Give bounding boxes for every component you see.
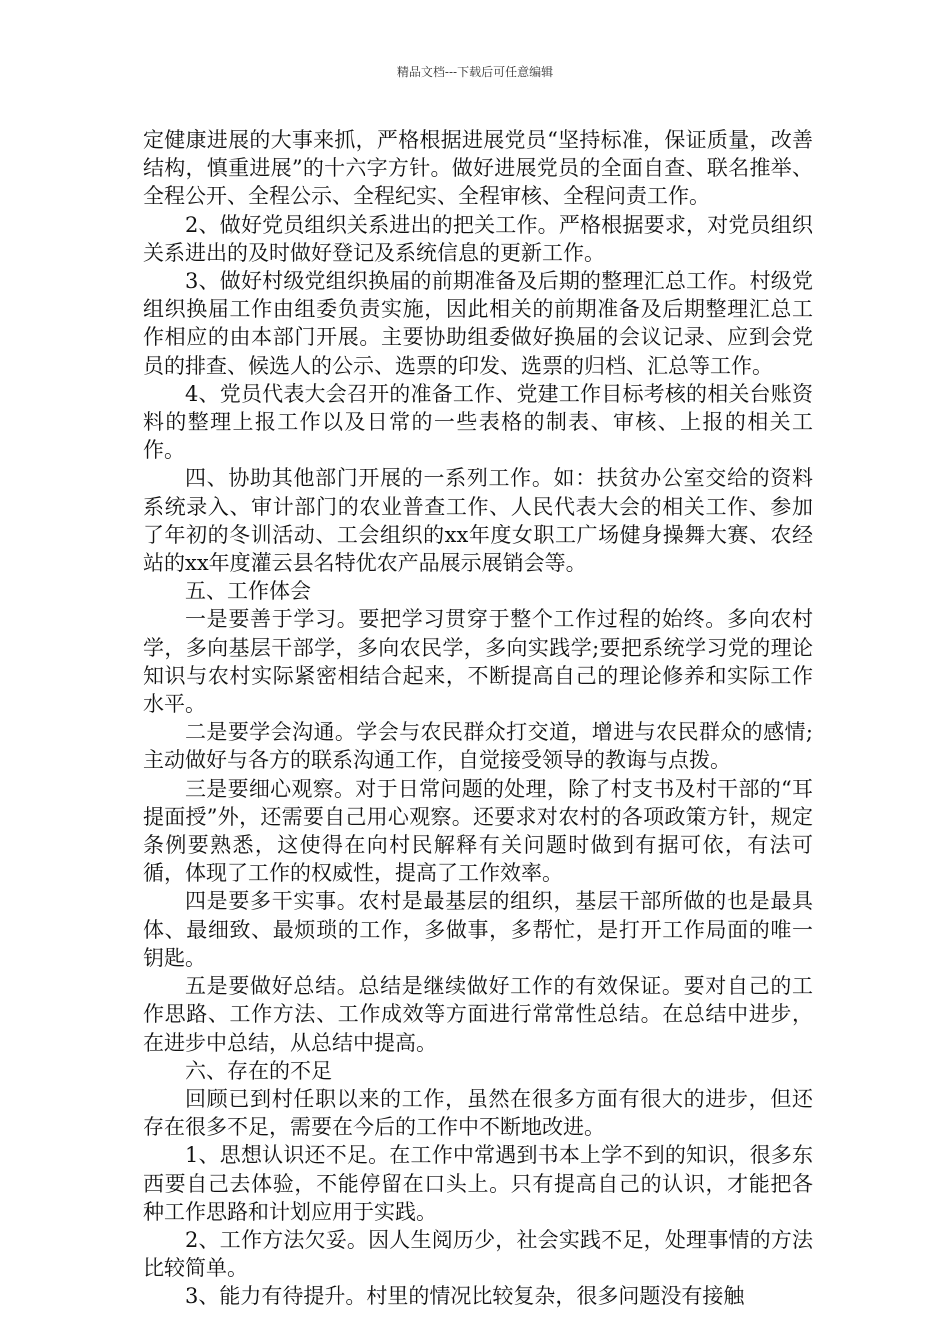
paragraph: 4、党员代表大会召开的准备工作、党建工作目标考核的相关台账资料的整理上报工作以及日常的一些表格的制表、审核、上报的相关工作。 (143, 381, 813, 463)
paragraph: 1、思想认识还不足。在工作中常遇到书本上学不到的知识，很多东西要自己去体验，不能停留在口头上。只有提高自己的认识，才能把各种工作思路和计划应用于实践。 (143, 1143, 813, 1224)
paragraph: 3、做好村级党组织换届的前期准备及后期的整理汇总工作。村级党组织换届工作由组委负责实施，因此相关的前期准备及后期整理汇总工作相应的由本部门开展。主要协助组委做好换届的会议记录、应到会党员的排查、候选人的公示、选票的印发、选票的归档、汇总等工作。 (143, 269, 813, 378)
paragraph: 回顾已到村任职以来的工作，虽然在很多方面有很大的进步，但还存在很多不足，需要在今后的工作中不断地改进。 (143, 1086, 813, 1140)
paragraph: 3、能力有待提升。村里的情况比较复杂，很多问题没有接触 (185, 1284, 745, 1309)
paragraph: 定健康进展的大事来抓，严格根据进展党员“坚持标准，保证质量，改善结构，慎重进展”的十六字方针。做好进展党员的全面自查、联名推举、全程公开、全程公示、全程纪实、全程审核、全程问责工作。 (143, 128, 813, 209)
document-body (143, 126, 813, 1311)
paragraph: 二是要学会沟通。学会与农民群众打交道，增进与农民群众的感情;主动做好与各方的联系沟通工作，自觉接受领导的教诲与点拨。 (143, 720, 813, 773)
paragraph: 2、工作方法欠妥。因人生阅历少，社会实践不足，处理事情的方法比较简单。 (143, 1227, 813, 1281)
paragraph: 五是要做好总结。总结是继续做好工作的有效保证。要对自己的工作思路、工作方法、工作成效等方面进行常常性总结。在总结中进步，在进步中总结，从总结中提高。 (143, 974, 813, 1055)
page-header: 精品文档---下载后可任意编辑 (396, 65, 554, 79)
paragraph: 四是要多干实事。农村是最基层的组织，基层干部所做的也是最具体、最细致、最烦琐的工作，多做事，多帮忙，是打开工作局面的唯一钥匙。 (143, 889, 813, 970)
section-heading: 五、工作体会 (185, 579, 311, 604)
paragraph: 2、做好党员组织关系进出的把关工作。严格根据要求，对党员组织关系进出的及时做好登记及系统信息的更新工作。 (143, 212, 813, 265)
paragraph: 三是要细心观察。对于日常问题的处理，除了村支书及村干部的“耳提面授”外，还需要自己用心观察。还要求对农村的各项政策方针，规定条例要熟悉，这使得在向村民解释有关问题时做到有据可依，有法可循，体现了工作的权威性，提高了工作效率。 (143, 776, 813, 886)
section-heading: 六、存在的不足 (185, 1058, 332, 1083)
paragraph: 一是要善于学习。要把学习贯穿于整个工作过程的始终。多向农村学，多向基层干部学，多向农民学，多向实践学;要把系统学习党的理论知识与农村实际紧密相结合起来，不断提高自己的理论修养和实际工作水平。 (143, 607, 813, 717)
paragraph: 四、协助其他部门开展的一系列工作。如：扶贫办公室交给的资料系统录入、审计部门的农业普查工作、人民代表大会的相关工作、参加了年初的冬训活动、工会组织的xx年度女职工广场健身操舞大赛、农经站的xx年度灌云县名特优农产品展示展销会等。 (143, 466, 813, 576)
